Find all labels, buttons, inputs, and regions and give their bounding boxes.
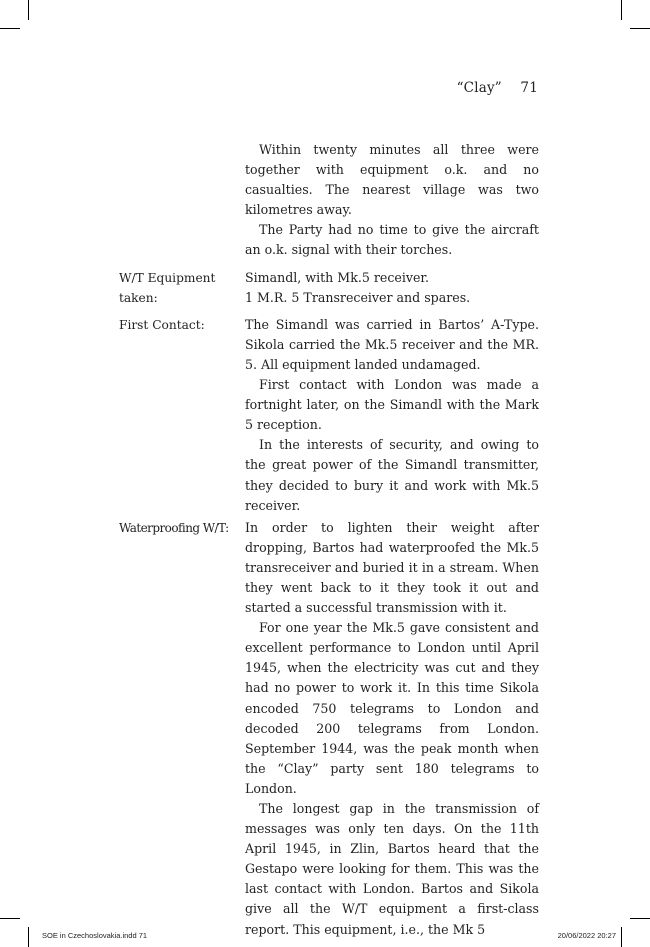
body-text xyxy=(119,140,539,940)
paragraph: Within twenty minutes all three were together with equipment o.k. and no casualties. The nearest village was two kilometres away. xyxy=(245,142,539,218)
paragraph: The Party had no time to give the aircraft an o.k. signal with their torches. xyxy=(245,222,539,258)
crop-mark-top-right-vertical xyxy=(621,0,622,20)
section-waterproofing xyxy=(119,518,539,940)
running-head-title: “Clay” xyxy=(456,80,502,96)
crop-mark-bottom-left-vertical xyxy=(28,927,29,947)
crop-mark-top-left-vertical xyxy=(28,0,29,20)
running-head xyxy=(457,80,538,96)
paragraph: First contact with London was made a fortnight later, on the Simandl with the Mark 5 reception. xyxy=(245,377,539,433)
section-label xyxy=(119,268,245,308)
section-first-contact xyxy=(119,315,539,516)
section-content xyxy=(245,140,539,261)
page-number: 71 xyxy=(520,80,538,96)
crop-mark-bottom-left-horizontal xyxy=(0,918,20,919)
section-wt-equipment xyxy=(119,268,539,308)
paragraph: The Simandl was carried in Bartos’ A-Type. Sikola carried the Mk.5 receiver and the MR. 5. All equipment landed undamaged. xyxy=(245,316,539,372)
slug-datetime: 20/06/2022 20:27 xyxy=(557,931,616,940)
section-label-line: taken: xyxy=(119,290,158,305)
section-landing xyxy=(119,140,539,261)
section-label-line: W/T Equipment xyxy=(119,270,216,285)
equipment-line: 1 M.R. 5 Transreceiver and spares. xyxy=(245,289,471,305)
section-label: Waterproofing W/T: xyxy=(119,520,229,535)
section-label-empty xyxy=(119,140,245,261)
paragraph: The longest gap in the transmission of messages was only ten days. On the 11th April 1945, in Zlin, Bartos heard that the Gestapo were looking for them. This was the last contact with London. Bartos and Sikola give all the W/T equipment a first-class report. This equipment, i.e., the Mk 5 xyxy=(245,801,539,937)
crop-mark-bottom-right-horizontal xyxy=(630,918,650,919)
section-content xyxy=(245,518,539,940)
paragraph: For one year the Mk.5 gave consistent and excellent performance to London until April 1945, when the electricity was cut and they had no power to work it. In this time Sikola encoded 750 telegrams to London and decoded 200 telegrams from London. September 1944, was the peak month when the “Clay” party sent 180 telegrams to London. xyxy=(245,620,539,796)
section-label: First Contact: xyxy=(119,317,205,332)
paragraph: In the interests of security, and owing to the great power of the Simandl transmitter, they decided to bury it and work with Mk.5 receiver. xyxy=(245,437,539,513)
crop-mark-top-right-horizontal xyxy=(630,28,650,29)
section-content xyxy=(245,268,539,308)
section-content xyxy=(245,315,539,516)
crop-mark-bottom-right-vertical xyxy=(621,927,622,947)
equipment-line: Simandl, with Mk.5 receiver. xyxy=(245,269,430,285)
paragraph: In order to lighten their weight after dropping, Bartos had waterproofed the Mk.5 transreceiver and buried it in a stream. When they went back to it they took it out and started a successful transmission with it. xyxy=(245,519,539,616)
slug-filename: SOE in Czechoslovakia.indd 71 xyxy=(42,931,148,940)
crop-mark-top-left-horizontal xyxy=(0,28,20,29)
